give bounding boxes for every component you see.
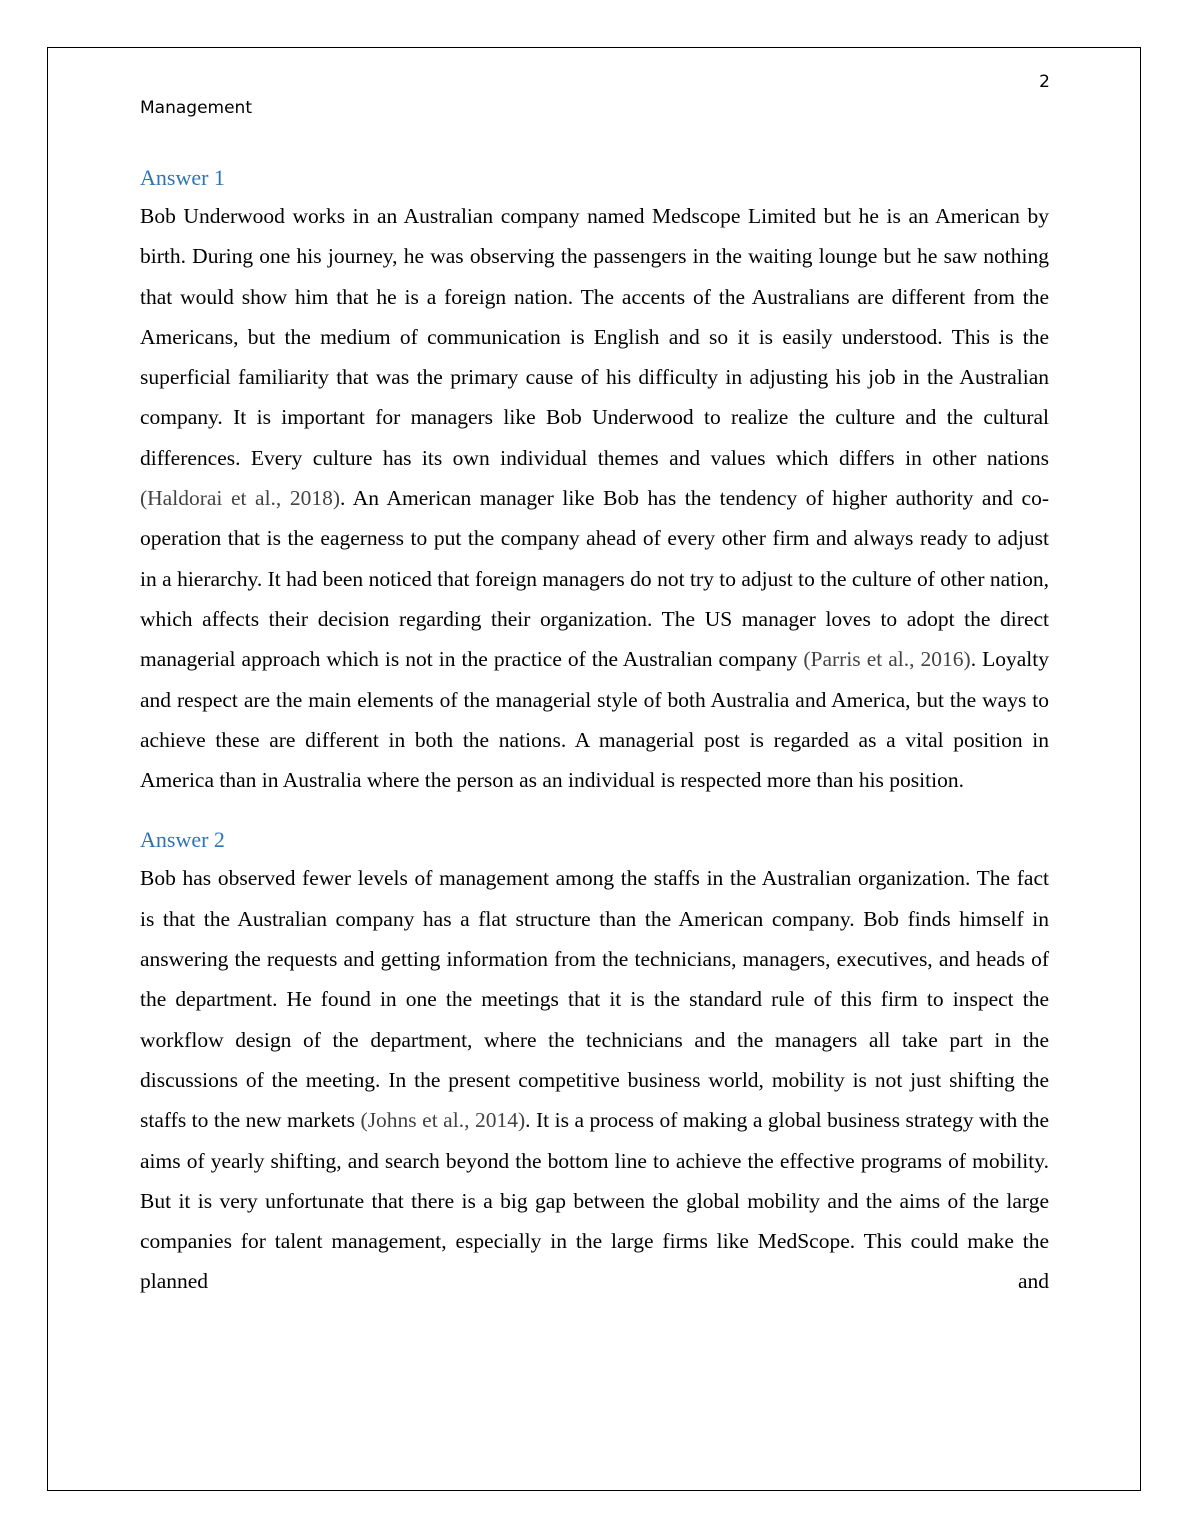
citation-haldorai: (Haldorai et al., 2018) [140,486,341,511]
paragraph-text: . Loyalty and respect are the main elements of the managerial style of both Australia and America, but the ways to achieve these are different in both the nations. A managerial post is regarded as a vital position in America than in Australia where the person as an individual is respected more than his position. [140,647,1049,793]
paragraph-answer-1 [140,196,1049,800]
running-header: Management [140,98,252,118]
section-heading-answer-2: Answer 2 [140,827,225,853]
paragraph-text: . It is a process of making a global business strategy with the aims of yearly shifting, and search beyond the bottom line to achieve the effective programs of mobility. But it is very unfortunate that there is a big gap between the global mobility and the aims of the large companies for talent management, especially in the large firms like MedScope. This could make the planned and [140,1108,1050,1294]
paragraph-answer-2 [140,858,1049,1301]
paragraph-text: Bob has observed fewer levels of management among the staffs in the Australian organization. The fact is that the Australian company has a flat structure than the American company. Bob finds himself in answering the requests and getting information from the technicians, managers, executives, and heads of the department. He found in one the meetings that it is the standard rule of this firm to inspect the workflow design of the department, where the technicians and the managers all take part in the discussions of the meeting. In the present competitive business world, mobility is not just shifting the staffs to the new markets [140,866,1049,1133]
section-heading-answer-1: Answer 1 [140,165,225,190]
citation-parris: (Parris et al., 2016) [803,647,971,672]
paragraph-text: Bob Underwood works in an Australian company named Medscope Limited but he is an American by birth. During one his journey, he was observing the passengers in the waiting lounge but he saw nothing that would show him that he is a foreign nation. The accents of the Australians are different from the Americans, but the medium of communication is English and so it is easily understood. This is the superficial familiarity that was the primary cause of his difficulty in adjusting his job in the Australian company. It is important for managers like Bob Underwood to realize the culture and the cultural differences. Every culture has its own individual themes and values which differs in other nations [140,204,1049,470]
paragraph-text: . An American manager like Bob has the tendency of higher authority and co-operation that is the eagerness to put the company ahead of every other firm and always ready to adjust in a hierarchy. It had been noticed that foreign managers do not try to adjust to the culture of other nation, which affects their decision regarding their organization. The US manager loves to adopt the direct managerial approach which is not in the practice of the Australian company [140,486,1049,672]
page-number: 2 [1039,72,1050,92]
citation-johns: (Johns et al., 2014) [360,1108,526,1133]
document-body [140,160,1049,1302]
